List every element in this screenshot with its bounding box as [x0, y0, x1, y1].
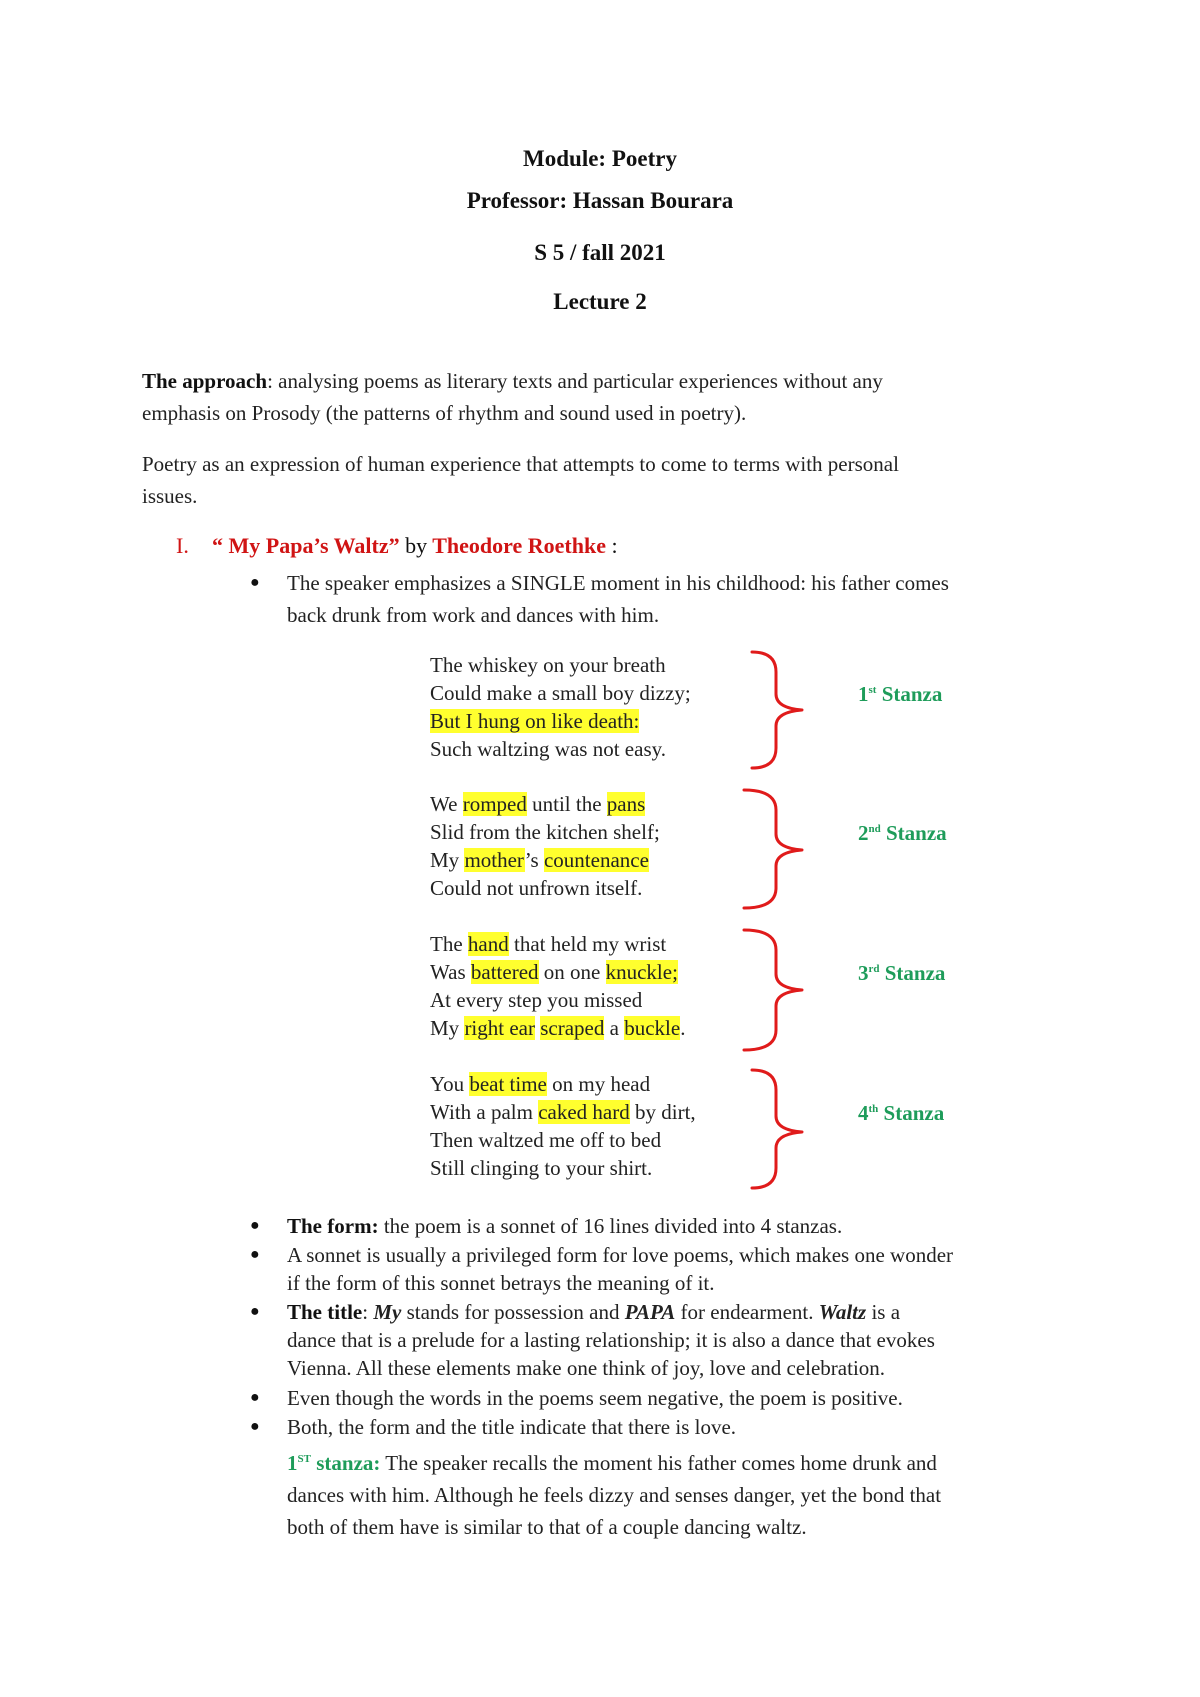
module-title: Module: Poetry: [523, 146, 677, 171]
text: The: [430, 932, 468, 956]
stanza-ordinal: th: [868, 1103, 879, 1115]
stanza-number: 4: [858, 1101, 869, 1125]
brace-stanza-4: [752, 1070, 802, 1188]
highlighted-text: pans: [606, 792, 646, 816]
poem-line: Then waltzed me off to bed: [430, 1128, 662, 1152]
approach-label: The approach: [142, 369, 268, 393]
stanza-word: Stanza: [880, 821, 947, 845]
highlighted-text: hand: [467, 932, 509, 956]
title-text-2: dance that is a prelude for a lasting relationship; it is also a dance that evokes: [287, 1328, 935, 1352]
title-text-3: Vienna. All these elements make one think of joy, love and celebration.: [287, 1356, 886, 1380]
form-label: The form:: [287, 1214, 379, 1238]
bullet-both: [287, 1411, 1077, 1543]
stanza-word: Stanza: [879, 961, 946, 985]
first-stanza-text: The speaker recalls the moment his father comes home drunk and: [380, 1451, 937, 1475]
stanza-ordinal: st: [868, 684, 877, 696]
highlighted-text: beat time: [469, 1072, 547, 1096]
text: My: [430, 1016, 465, 1040]
text: We: [430, 792, 463, 816]
approach-text: : analysing poems as literary texts and particular experiences without any: [267, 369, 883, 393]
stanza-number: 1: [858, 682, 869, 706]
title-label: The title: [287, 1300, 363, 1324]
text: for endearment.: [675, 1300, 819, 1324]
text: .: [680, 1016, 686, 1040]
stanza-ordinal: nd: [868, 823, 881, 835]
bullet-dot: ●: [250, 1246, 260, 1263]
bullet-dot: ●: [250, 1389, 260, 1406]
brace-stanza-2: [744, 790, 802, 908]
poetry-text: Poetry as an expression of human experience that attempts to come to terms with personal: [142, 452, 899, 476]
brace-stanza-1: [752, 652, 802, 768]
highlighted-text: countenance: [543, 848, 649, 872]
text: Was: [430, 960, 471, 984]
poem-line: At every step you missed: [430, 988, 643, 1012]
text: on one: [538, 960, 606, 984]
stanza-ordinal: ST: [297, 1453, 311, 1465]
bullet-dot: ●: [250, 1217, 260, 1234]
text: My: [430, 848, 465, 872]
stanza-word: Stanza: [878, 1101, 945, 1125]
text: is a: [866, 1300, 901, 1324]
both-text: Both, the form and the title indicate that there is love.: [287, 1415, 737, 1439]
poem-line: The whiskey on your breath: [430, 653, 666, 677]
text: You: [430, 1072, 470, 1096]
bullet-text-2: back drunk from work and dances with him.: [287, 603, 660, 627]
highlighted-text: scraped: [540, 1016, 605, 1040]
poem-line: Such waltzing was not easy.: [430, 737, 667, 761]
bullet-title: [287, 1298, 1077, 1382]
highlighted-text: But I hung on like death:: [430, 709, 640, 733]
lecture-number: Lecture 2: [553, 289, 647, 314]
first-stanza-label: [287, 1451, 380, 1475]
text: that held my wrist: [508, 932, 667, 956]
stanza-ordinal: rd: [868, 963, 880, 975]
stanza-word: stanza:: [310, 1451, 381, 1475]
bullet-dot: ●: [250, 1418, 260, 1435]
by-word: by: [405, 533, 428, 558]
stanza-word: Stanza: [876, 682, 943, 706]
poem-title: “ My Papa’s Waltz”: [212, 533, 400, 558]
bullet-sonnet: [287, 1241, 1077, 1297]
emphasis-papa: PAPA: [624, 1300, 676, 1324]
professor-name: Professor: Hassan Bourara: [466, 188, 734, 213]
text: ’s: [524, 848, 544, 872]
bullet-even-though: Even though the words in the poems seem negative, the poem is positive.: [287, 1386, 903, 1410]
sonnet-text-2: if the form of this sonnet betrays the meaning of it.: [287, 1271, 715, 1295]
highlighted-text: romped: [462, 792, 527, 816]
first-stanza-text-2: dances with him. Although he feels dizzy and senses danger, yet the bond that: [287, 1483, 942, 1507]
stanza-number: 2: [858, 821, 869, 845]
poem-line: Could not unfrown itself.: [430, 876, 643, 900]
section-numeral: I.: [176, 533, 189, 558]
highlighted-text: caked hard: [538, 1100, 630, 1124]
poetry-text-2: issues.: [142, 484, 198, 508]
poem-author: Theodore Roethke: [432, 533, 606, 558]
text: on my head: [546, 1072, 651, 1096]
sonnet-text: A sonnet is usually a privileged form for love poems, which makes one wonder: [287, 1243, 954, 1267]
text: :: [362, 1300, 374, 1324]
emphasis-waltz: Waltz: [818, 1300, 867, 1324]
highlighted-text: mother: [464, 848, 525, 872]
text: by dirt,: [629, 1100, 696, 1124]
text: until the: [526, 792, 607, 816]
poem-line: Still clinging to your shirt.: [430, 1156, 653, 1180]
semester: S 5 / fall 2021: [534, 240, 666, 265]
form-text: the poem is a sonnet of 16 lines divided into 4 stanzas.: [378, 1214, 843, 1238]
bullet-dot: ●: [250, 574, 260, 591]
first-stanza-text-3: both of them have is similar to that of a couple dancing waltz.: [287, 1515, 807, 1539]
poem-line: Could make a small boy dizzy;: [430, 681, 691, 705]
highlighted-text: right ear: [464, 1016, 535, 1040]
text: With a palm: [430, 1100, 539, 1124]
heading-colon: :: [611, 533, 618, 558]
stanza-number: 3: [858, 961, 869, 985]
highlighted-text: knuckle;: [605, 960, 678, 984]
bullet-text: The speaker emphasizes a SINGLE moment in his childhood: his father comes: [287, 571, 949, 595]
highlighted-text: buckle: [624, 1016, 681, 1040]
emphasis-my: My: [373, 1300, 402, 1324]
brace-stanza-3: [744, 930, 802, 1050]
highlighted-text: battered: [470, 960, 539, 984]
stanza-number: 1: [287, 1451, 298, 1475]
approach-text-2: emphasis on Prosody (the patterns of rhythm and sound used in poetry).: [142, 401, 747, 425]
poem-line: Slid from the kitchen shelf;: [430, 820, 660, 844]
text: stands for possession and: [401, 1300, 625, 1324]
text: a: [604, 1016, 625, 1040]
bullet-form: [287, 1212, 1077, 1240]
bullet-dot: ●: [250, 1303, 260, 1320]
